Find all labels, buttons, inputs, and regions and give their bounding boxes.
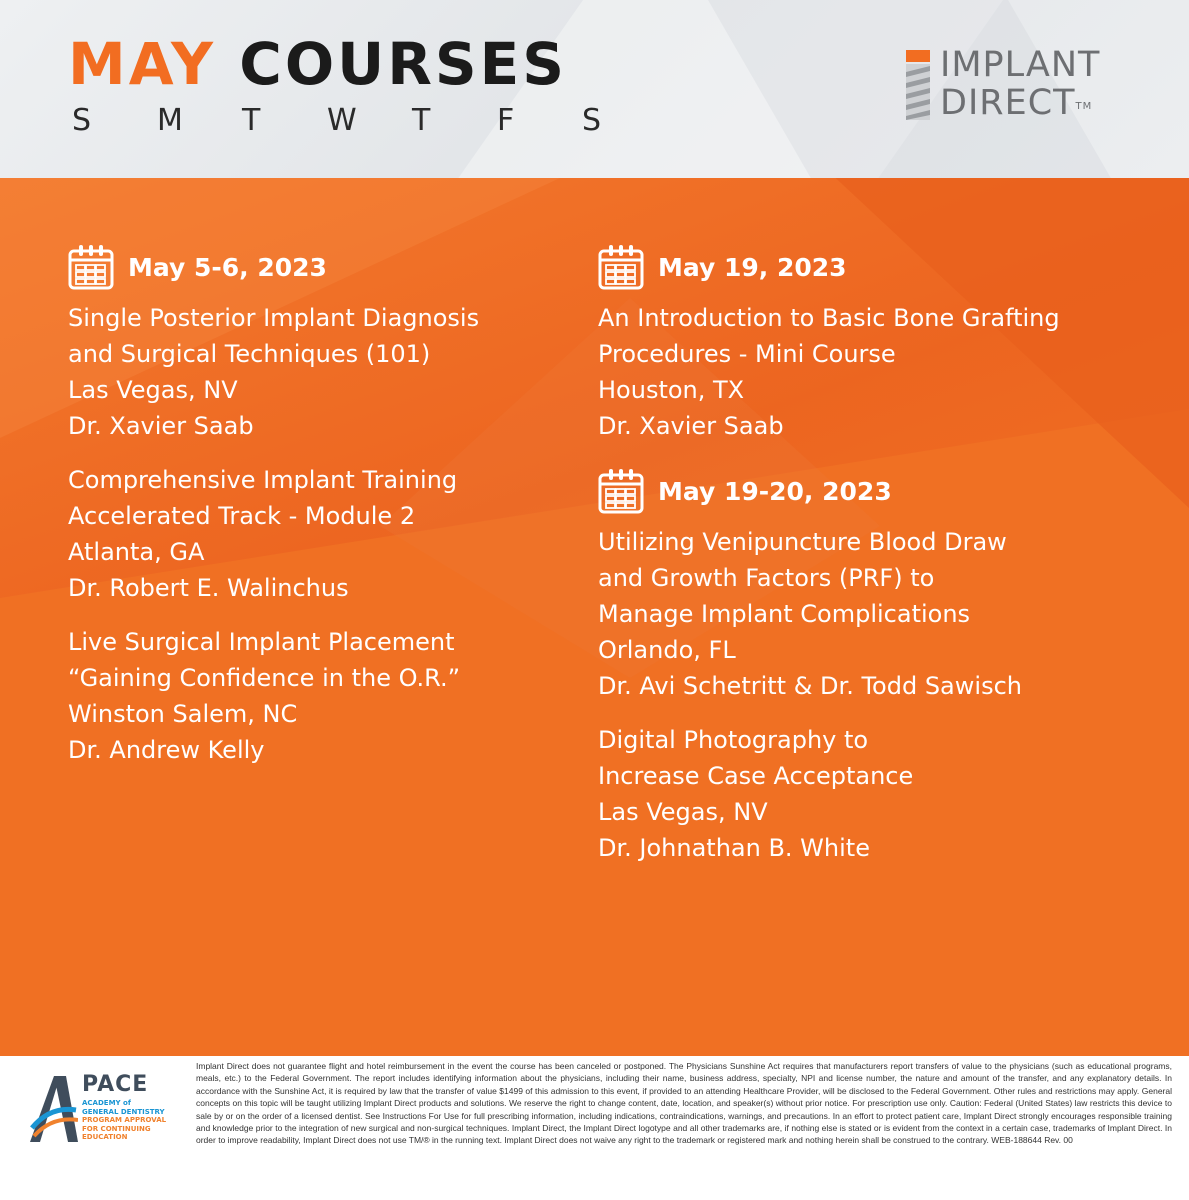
pace-subtitle-line: PROGRAM APPROVAL <box>82 1116 167 1124</box>
weekday-label: S <box>72 103 92 138</box>
title-courses: COURSES <box>239 30 568 98</box>
weekday-label: T <box>242 103 261 138</box>
date-text: May 19, 2023 <box>658 252 847 282</box>
course-title-line: Live Surgical Implant Placement <box>68 628 455 656</box>
date-heading <box>68 238 568 296</box>
course-entry <box>598 300 1158 444</box>
left-column <box>68 238 568 786</box>
course-title-line: and Surgical Techniques (101) <box>68 340 431 368</box>
pace-subtitle-line: EDUCATION <box>82 1133 128 1141</box>
course-instructor: Dr. Xavier Saab <box>68 412 254 440</box>
course-title-line: Utilizing Venipuncture Blood Draw <box>598 528 1007 556</box>
course-title-line: Increase Case Acceptance <box>598 762 914 790</box>
date-text: May 19-20, 2023 <box>658 476 892 506</box>
calendar-icon <box>598 244 644 290</box>
pace-a-icon <box>30 1076 78 1142</box>
course-instructor: Dr. Avi Schetritt & Dr. Todd Sawisch <box>598 672 1022 700</box>
implant-screw-icon <box>904 50 932 122</box>
course-title-line: Comprehensive Implant Training <box>68 466 458 494</box>
pace-subtitle-line: FOR CONTINUING <box>82 1124 151 1133</box>
pace-subtitle-line: GENERAL DENTISTRY <box>82 1107 165 1116</box>
title-month: MAY <box>68 30 217 98</box>
logo-wordmark <box>940 46 1100 122</box>
calendar-icon <box>598 468 644 514</box>
calendar-icon <box>68 244 114 290</box>
course-instructor: Dr. Johnathan B. White <box>598 834 870 862</box>
course-location: Atlanta, GA <box>68 538 205 566</box>
date-heading <box>598 462 1158 520</box>
course-entry <box>598 722 1158 866</box>
course-entry <box>68 624 568 768</box>
weekday-label: T <box>412 103 431 138</box>
right-column <box>598 238 1158 884</box>
course-entry <box>68 462 568 606</box>
course-title-line: Single Posterior Implant Diagnosis <box>68 304 480 332</box>
weekday-label: M <box>157 103 183 138</box>
course-title-line: Digital Photography to <box>598 726 869 754</box>
course-location: Las Vegas, NV <box>68 376 238 404</box>
weekday-label: W <box>327 103 357 138</box>
course-location: Winston Salem, NC <box>68 700 298 728</box>
course-location: Las Vegas, NV <box>598 798 768 826</box>
pace-logo <box>30 1072 190 1182</box>
page-title <box>68 30 567 98</box>
header-banner <box>0 0 1189 178</box>
weekday-label: F <box>497 103 515 138</box>
implant-direct-logo <box>900 46 1140 126</box>
course-title-line: “Gaining Confidence in the O.R.” <box>68 664 461 692</box>
course-location: Orlando, FL <box>598 636 736 664</box>
course-instructor: Dr. Robert E. Walinchus <box>68 574 349 602</box>
course-entry <box>68 300 568 444</box>
date-heading <box>598 238 1158 296</box>
logo-line-2 <box>940 84 1100 122</box>
course-location: Houston, TX <box>598 376 745 404</box>
course-listing-panel <box>0 178 1189 1056</box>
course-instructor: Dr. Xavier Saab <box>598 412 784 440</box>
weekday-label: S <box>582 103 602 138</box>
pace-subtitle-line: ACADEMY of <box>82 1099 131 1107</box>
course-title-line: Procedures - Mini Course <box>598 340 896 368</box>
footer <box>0 1056 1189 1200</box>
pace-subtitle <box>82 1099 202 1142</box>
course-title-line: Manage Implant Complications <box>598 600 971 628</box>
course-instructor: Dr. Andrew Kelly <box>68 736 265 764</box>
course-entry <box>598 524 1158 704</box>
legal-disclaimer: Implant Direct does not guarantee flight and hotel reimbursement in the event the course has been canceled or postponed. The Physicians Sunshine Act requires that manufacturers report transfers of value to the physicians (such as educational programs, meals, etc.) to the Federal Government. The report includes identifying information about the physicians, including their name, business address, specialty, NPI and license number, the nature and amount of the transfer, and any explanatory details. In accordance with the Sunshine Act, it is required by law that the transfer of value $1499 of this admission to this event, if provided to an attending Healthcare Provider, will be disclosed to the Federal Government. Other rules and restrictions may apply. General concepts on this topic will be taught utilizing Implant Direct products and solutions. We reserve the right to change content, date, location, and speaker(s) without prior notice. For prescription use only. Caution: Federal (United States) law restricts this device to sale by or on the order of a licensed dentist. See Instructions For Use for full prescribing information, including indications, contraindications, warnings, and precautions. In an effort to protect patient care, Implant Direct strongly encourages responsible training and knowledge prior to the integration of new surgical and non-surgical techniques. Implant Direct, the Implant Direct logotype and all other trademarks are, if nothing else is stated or is evident from the context in a certain case, trademarks of Implant Direct. In order to improve readability, Implant Direct does not use TM/® in the running text. Implant Direct does not waive any right to the trademark or registered mark and nothing herein shall be construed to the contrary. WEB-188644 Rev. 00 <box>196 1061 1172 1146</box>
weekday-row <box>72 104 667 138</box>
logo-line-2-text: DIRECT <box>940 83 1076 123</box>
trademark-mark: TM <box>1075 101 1093 112</box>
logo-line-1: IMPLANT <box>940 45 1101 85</box>
course-title-line: An Introduction to Basic Bone Grafting <box>598 304 1060 332</box>
date-text: May 5-6, 2023 <box>128 252 327 282</box>
pace-wordmark: PACE <box>82 1072 149 1097</box>
course-title-line: and Growth Factors (PRF) to <box>598 564 935 592</box>
course-title-line: Accelerated Track - Module 2 <box>68 502 416 530</box>
